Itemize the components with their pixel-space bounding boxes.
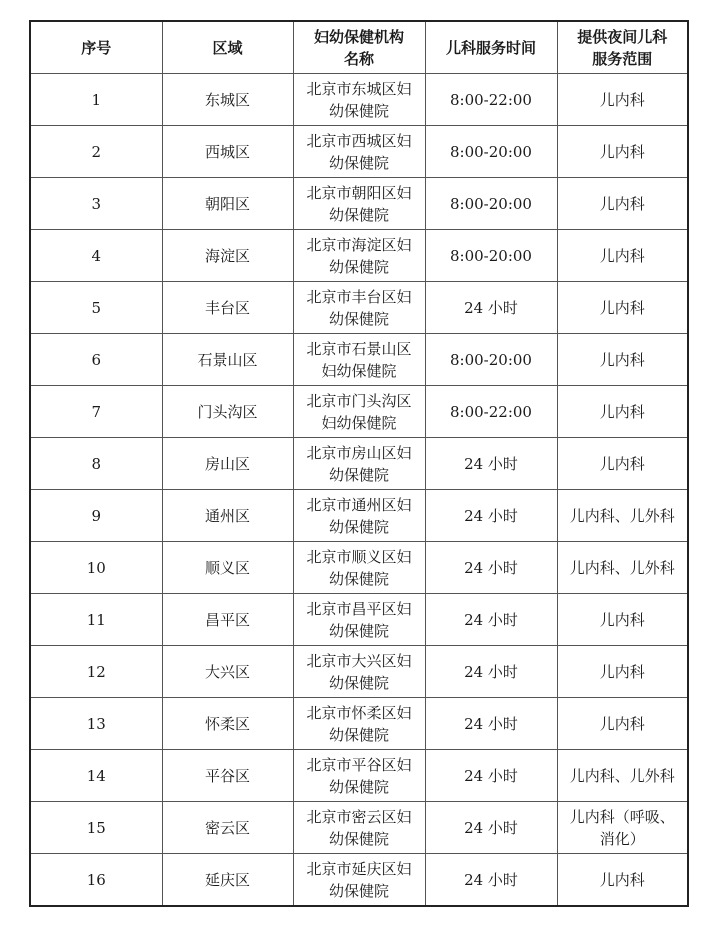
cell-pediatric-hours: 24 小时 [425, 854, 557, 907]
cell-serial-number: 10 [30, 542, 162, 594]
header-pediatric-hours: 儿科服务时间 [425, 21, 557, 74]
cell-serial-number: 3 [30, 178, 162, 230]
table-row [30, 490, 688, 542]
cell-night-service-scope: 儿内科 [557, 334, 688, 386]
table-body [30, 74, 688, 907]
cell-pediatric-hours: 24 小时 [425, 646, 557, 698]
cell-night-service-scope: 儿内科、儿外科 [557, 490, 688, 542]
pediatric-services-table [29, 20, 689, 907]
cell-pediatric-hours: 24 小时 [425, 282, 557, 334]
cell-district: 大兴区 [162, 646, 293, 698]
cell-pediatric-hours: 24 小时 [425, 750, 557, 802]
cell-district: 石景山区 [162, 334, 293, 386]
cell-night-service-scope: 儿内科 [557, 386, 688, 438]
cell-night-service-scope: 儿内科 [557, 126, 688, 178]
table-row [30, 178, 688, 230]
cell-serial-number: 16 [30, 854, 162, 907]
cell-institution-name: 北京市大兴区妇 幼保健院 [293, 646, 425, 698]
cell-night-service-scope: 儿内科、儿外科 [557, 750, 688, 802]
cell-serial-number: 12 [30, 646, 162, 698]
table-row [30, 646, 688, 698]
table-row [30, 282, 688, 334]
cell-night-service-scope: 儿内科 [557, 854, 688, 907]
cell-institution-name: 北京市房山区妇 幼保健院 [293, 438, 425, 490]
cell-district: 朝阳区 [162, 178, 293, 230]
cell-district: 丰台区 [162, 282, 293, 334]
cell-district: 密云区 [162, 802, 293, 854]
cell-serial-number: 15 [30, 802, 162, 854]
cell-district: 昌平区 [162, 594, 293, 646]
cell-district: 怀柔区 [162, 698, 293, 750]
cell-night-service-scope: 儿内科 [557, 698, 688, 750]
header-serial-number: 序号 [30, 21, 162, 74]
cell-night-service-scope: 儿内科 [557, 178, 688, 230]
cell-night-service-scope: 儿内科 [557, 282, 688, 334]
cell-pediatric-hours: 24 小时 [425, 594, 557, 646]
cell-pediatric-hours: 8:00-20:00 [425, 126, 557, 178]
header-night-service-scope: 提供夜间儿科 服务范围 [557, 21, 688, 74]
cell-district: 房山区 [162, 438, 293, 490]
table-row [30, 74, 688, 126]
cell-district: 延庆区 [162, 854, 293, 907]
header-district: 区域 [162, 21, 293, 74]
table-row [30, 542, 688, 594]
cell-pediatric-hours: 8:00-20:00 [425, 230, 557, 282]
cell-institution-name: 北京市丰台区妇 幼保健院 [293, 282, 425, 334]
table-row [30, 802, 688, 854]
cell-district: 通州区 [162, 490, 293, 542]
cell-serial-number: 2 [30, 126, 162, 178]
header-row [30, 21, 688, 74]
table-row [30, 594, 688, 646]
cell-pediatric-hours: 8:00-20:00 [425, 334, 557, 386]
cell-serial-number: 9 [30, 490, 162, 542]
cell-district: 西城区 [162, 126, 293, 178]
cell-night-service-scope: 儿内科 [557, 230, 688, 282]
cell-institution-name: 北京市门头沟区 妇幼保健院 [293, 386, 425, 438]
cell-district: 平谷区 [162, 750, 293, 802]
table-row [30, 438, 688, 490]
header-institution-name: 妇幼保健机构 名称 [293, 21, 425, 74]
table-row [30, 334, 688, 386]
table-row [30, 698, 688, 750]
cell-night-service-scope: 儿内科 [557, 438, 688, 490]
cell-serial-number: 14 [30, 750, 162, 802]
cell-serial-number: 11 [30, 594, 162, 646]
table-row [30, 230, 688, 282]
cell-night-service-scope: 儿内科、儿外科 [557, 542, 688, 594]
cell-institution-name: 北京市密云区妇 幼保健院 [293, 802, 425, 854]
cell-night-service-scope: 儿内科 [557, 594, 688, 646]
table-row [30, 750, 688, 802]
cell-pediatric-hours: 24 小时 [425, 698, 557, 750]
cell-night-service-scope: 儿内科（呼吸、 消化） [557, 802, 688, 854]
table-row [30, 386, 688, 438]
cell-district: 东城区 [162, 74, 293, 126]
cell-serial-number: 13 [30, 698, 162, 750]
cell-serial-number: 8 [30, 438, 162, 490]
cell-institution-name: 北京市平谷区妇 幼保健院 [293, 750, 425, 802]
table-row [30, 854, 688, 907]
cell-institution-name: 北京市昌平区妇 幼保健院 [293, 594, 425, 646]
table-row [30, 126, 688, 178]
cell-district: 海淀区 [162, 230, 293, 282]
cell-institution-name: 北京市朝阳区妇 幼保健院 [293, 178, 425, 230]
cell-serial-number: 6 [30, 334, 162, 386]
cell-institution-name: 北京市海淀区妇 幼保健院 [293, 230, 425, 282]
cell-pediatric-hours: 8:00-22:00 [425, 74, 557, 126]
cell-institution-name: 北京市怀柔区妇 幼保健院 [293, 698, 425, 750]
cell-night-service-scope: 儿内科 [557, 646, 688, 698]
cell-serial-number: 4 [30, 230, 162, 282]
cell-pediatric-hours: 24 小时 [425, 438, 557, 490]
cell-institution-name: 北京市石景山区 妇幼保健院 [293, 334, 425, 386]
cell-district: 门头沟区 [162, 386, 293, 438]
cell-pediatric-hours: 8:00-20:00 [425, 178, 557, 230]
cell-institution-name: 北京市顺义区妇 幼保健院 [293, 542, 425, 594]
cell-pediatric-hours: 24 小时 [425, 490, 557, 542]
table-header [30, 21, 688, 74]
cell-pediatric-hours: 8:00-22:00 [425, 386, 557, 438]
cell-institution-name: 北京市西城区妇 幼保健院 [293, 126, 425, 178]
cell-pediatric-hours: 24 小时 [425, 802, 557, 854]
cell-district: 顺义区 [162, 542, 293, 594]
cell-institution-name: 北京市通州区妇 幼保健院 [293, 490, 425, 542]
cell-serial-number: 5 [30, 282, 162, 334]
cell-pediatric-hours: 24 小时 [425, 542, 557, 594]
cell-night-service-scope: 儿内科 [557, 74, 688, 126]
cell-serial-number: 1 [30, 74, 162, 126]
cell-serial-number: 7 [30, 386, 162, 438]
cell-institution-name: 北京市东城区妇 幼保健院 [293, 74, 425, 126]
cell-institution-name: 北京市延庆区妇 幼保健院 [293, 854, 425, 907]
